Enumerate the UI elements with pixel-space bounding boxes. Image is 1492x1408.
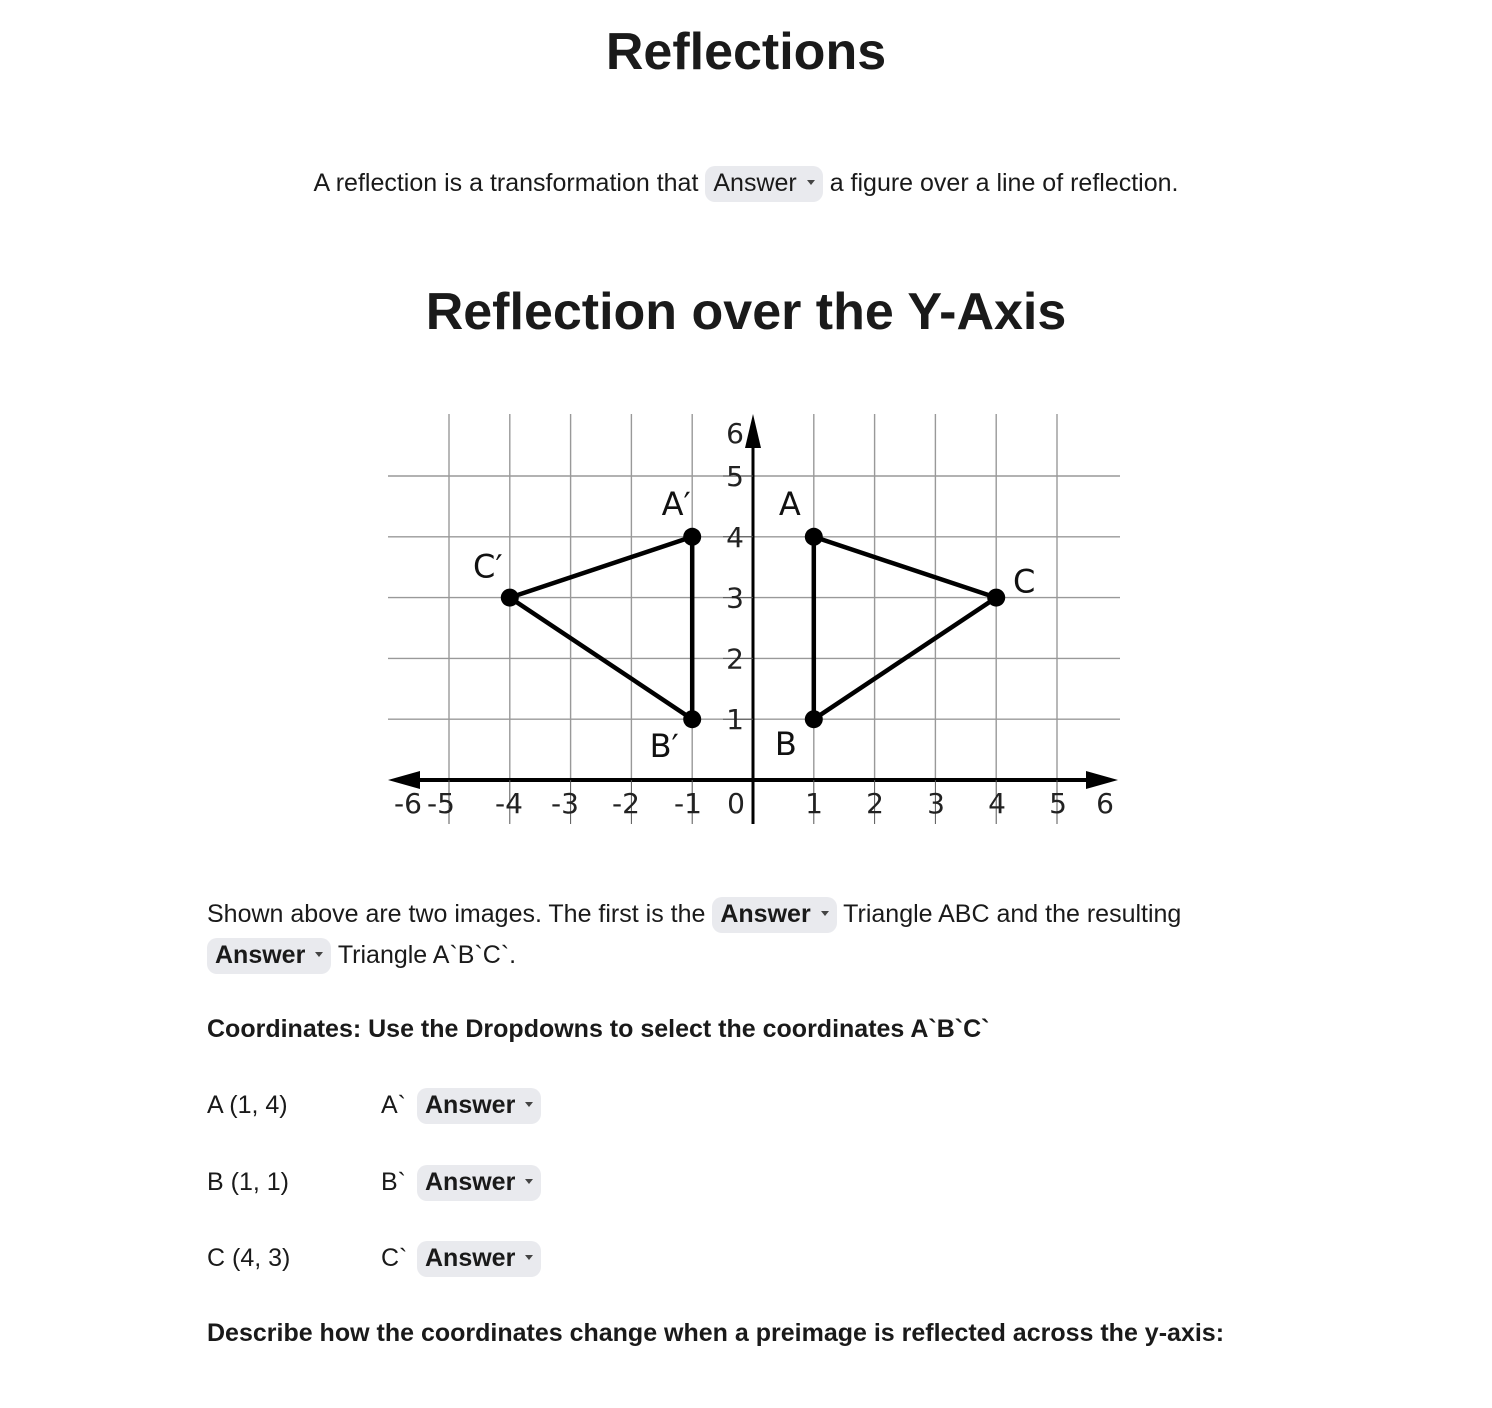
vertex-point [683,710,701,728]
description-paragraph [207,894,1207,976]
coordinate-row-b [207,1164,541,1201]
vertex-label: B′ [649,727,679,766]
dropdown-label: Answer [425,1168,516,1196]
y-tick-label: 5 [726,460,744,493]
x-tick-label: 6 [1096,787,1114,820]
section-title: Reflection over the Y-Axis [425,283,1067,341]
paragraph-text-1: Shown above are two images. The first is the [207,900,706,928]
a-prime-answer-dropdown[interactable] [417,1088,541,1124]
original-coordinate: C (4, 3) [207,1244,291,1272]
coordinates-instructions: Coordinates: Use the Dropdowns to select the coordinates A`B`C` [207,1015,990,1043]
describe-prompt: Describe how the coordinates change when a preimage is reflected across the y-axis: [207,1319,1225,1347]
vertex-label: A [778,484,801,523]
intro-answer-dropdown[interactable] [705,166,822,202]
vertex-point [683,528,701,546]
original-coordinate: A (1, 4) [207,1091,288,1119]
dropdown-label: Answer [425,1091,516,1119]
intro-text-before: A reflection is a transformation that [313,169,699,197]
x-tick-label: 2 [866,787,884,820]
y-tick-label: 6 [726,417,744,450]
dropdown-label: Answer [720,900,811,928]
page-title: Reflections [605,23,887,81]
chevron-down-icon [525,1102,533,1107]
dropdown-label: Answer [215,941,306,969]
c-prime-answer-dropdown[interactable] [417,1241,541,1277]
x-tick-label: 3 [927,787,945,820]
x-tick-label: -4 [495,787,523,820]
coordinate-row-c [207,1240,541,1277]
vertex-point [805,710,823,728]
image-triangle [510,537,692,719]
chevron-down-icon [525,1179,533,1184]
preimage-triangle [814,537,996,719]
x-tick-label: 1 [805,787,823,820]
vertex-point [987,589,1005,607]
chevron-down-icon [315,952,323,957]
x-tick-label: 5 [1049,787,1067,820]
prime-label: A` [381,1091,406,1119]
vertex-label: C [1013,562,1036,601]
x-tick-label: -5 [427,787,455,820]
x-tick-label: 0 [727,787,745,820]
original-coordinate: B (1, 1) [207,1168,289,1196]
x-tick-label: -1 [674,787,702,820]
y-tick-label: 3 [726,581,744,615]
x-tick-label: -3 [551,787,579,820]
prime-label: B` [381,1168,406,1196]
chevron-down-icon [821,911,829,916]
vertex-label: B [774,725,797,764]
y-tick-label: 1 [726,703,744,737]
chevron-down-icon [807,180,815,185]
intro-text-after: a figure over a line of reflection. [829,169,1179,197]
paragraph-text-3: Triangle A`B`C`. [337,941,517,969]
y-axis-arrow [745,414,761,448]
paragraph-text-2: Triangle ABC and the resulting [843,900,1182,928]
vertex-label: A′ [661,484,691,523]
coordinate-graph [380,408,1120,833]
prime-label: C` [381,1244,408,1272]
chevron-down-icon [525,1255,533,1260]
x-tick-label: 4 [988,787,1006,820]
coordinate-row-a [207,1087,541,1124]
vertex-point [805,528,823,546]
dropdown-label: Answer [713,169,797,197]
image-answer-dropdown[interactable] [207,938,331,974]
y-tick-label: 2 [726,642,744,676]
preimage-answer-dropdown[interactable] [712,897,836,933]
vertex-label: C′ [472,547,503,586]
x-tick-label: -2 [612,787,640,820]
y-tick-label: 4 [726,520,744,554]
b-prime-answer-dropdown[interactable] [417,1165,541,1201]
dropdown-label: Answer [425,1244,516,1272]
vertex-point [501,589,519,607]
intro-sentence [0,164,1492,202]
x-tick-label: -6 [394,787,422,820]
